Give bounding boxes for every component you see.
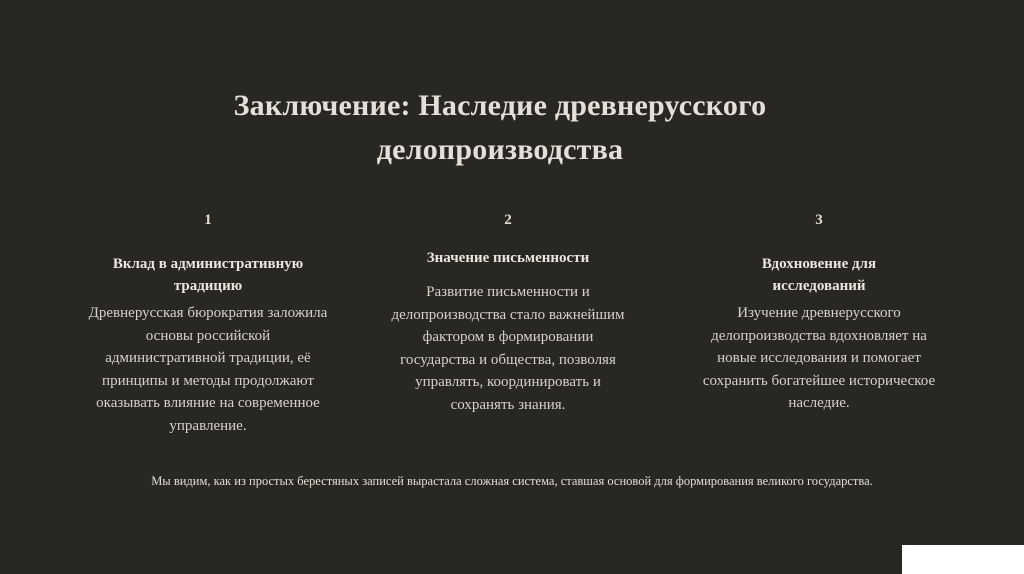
column-heading-line-1: Вклад в административную (112, 256, 304, 272)
column-text-line: основы российской (145, 327, 271, 344)
column-text-line: наследие. (788, 395, 850, 411)
column-text-line: оказывать влияние на современное (96, 395, 320, 411)
slide-title (0, 84, 1000, 172)
column-text (63, 302, 353, 437)
column-text-line: сохранять знания. (450, 396, 566, 413)
column-text-line: сохранить богатейшее историческое (702, 372, 936, 389)
column-text-line: делопроизводства стало важнейшим (391, 306, 625, 323)
column-heading (373, 247, 643, 269)
column-writing-significance (373, 210, 643, 416)
column-text-line: принципы и методы продолжают (102, 372, 314, 389)
column-text-line: Развитие письменности и (426, 284, 590, 300)
column-text-line: фактором в формировании (422, 329, 594, 345)
summary-text: Мы видим, как из простых берестяных записей вырастала сложная система, ставшая основой для формирования великого государства. (151, 474, 873, 488)
column-text (373, 281, 643, 416)
column-text-line: Изучение древнерусского (737, 305, 901, 321)
column-number: 2 (504, 212, 512, 228)
column-text-line: государства и общества, позволяя (400, 351, 616, 368)
column-heading-line-1: Значение письменности (426, 250, 590, 266)
column-heading-line-2: традицию (173, 278, 243, 294)
column-number: 1 (204, 212, 212, 228)
column-text-line: делопроизводства вдохновляет на (711, 327, 927, 344)
column-number: 3 (815, 212, 823, 228)
column-heading (683, 253, 955, 297)
column-text-line: управление. (169, 417, 247, 434)
column-text-line: управлять, координировать и (415, 374, 601, 390)
column-text-line: административной традиции, её (105, 350, 311, 366)
slide-title-line-2: делопроизводства (376, 133, 624, 166)
column-text (683, 302, 955, 415)
column-administrative-tradition (63, 210, 353, 437)
corner-white-box (902, 545, 1024, 574)
column-heading-line-1: Вдохновение для (761, 256, 877, 272)
column-text-line: Древнерусская бюрократия заложила (88, 305, 328, 321)
column-text-line: новые исследования и помогает (717, 350, 921, 366)
column-heading (63, 253, 353, 297)
column-heading-line-2: исследований (772, 278, 866, 294)
column-research-inspiration (683, 210, 955, 415)
slide-title-line-1: Заключение: Наследие древнерусского (233, 89, 767, 122)
